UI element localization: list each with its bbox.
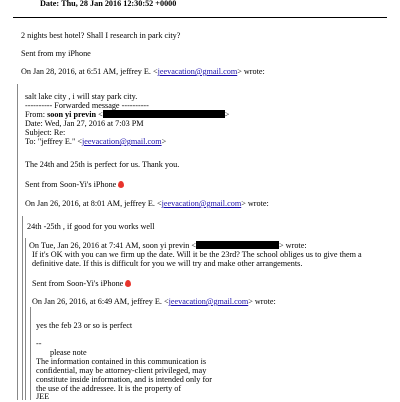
header-divider [13, 17, 387, 18]
date-label: Date: [40, 0, 60, 8]
body-line-2: Sent from my iPhone [21, 49, 91, 58]
forwarded-line: ---------- Forwarded message ---------- [25, 101, 149, 110]
email-link[interactable]: jeevacation@gmail.com [157, 67, 238, 76]
from-line: From: soon yi previn < > [25, 110, 230, 119]
email-link[interactable]: jeevacation@gmail.com [161, 199, 242, 208]
signature-line-2: Sent from Soon-Yi's iPhone [32, 279, 131, 289]
signature-separator: -- [36, 339, 42, 348]
quote-bar-4 [30, 307, 31, 400]
disclaimer-title: please note [50, 348, 87, 357]
quote-line-13: definitive date. If this is difficult for you we will try and make other arrangements. [32, 259, 303, 268]
quote-bar-3 [25, 238, 26, 400]
quote-line-12: If it's OK with you can we firm up the date. Will it be the 23rd? The school obliges us to give them a [32, 250, 362, 259]
red-balloon-icon [118, 181, 124, 188]
reply-header-3: On Tue, Jan 26, 2016 at 7:41 AM, soon yi previn < > wrote: [29, 241, 307, 250]
disclaimer-line-5: JEE [36, 392, 50, 401]
redaction-block [196, 241, 279, 249]
reply-header-4: On Jan 26, 2016, at 6:49 AM, jeffrey E. <jeevacation@gmail.com> wrote: [32, 297, 276, 306]
disclaimer-line-2: confidential, may be attorney-client privileged, may [36, 366, 207, 375]
date-line: Date: Wed, Jan 27, 2016 at 7:03 PM [25, 119, 144, 128]
body-line-1: 2 nights best hotel? Shall I research in park city? [21, 31, 181, 40]
quote-line-16: yes the feb 23 or so is perfect [36, 321, 133, 330]
date-header [40, 0, 176, 9]
email-link[interactable]: jeevacation@gmail.com [168, 297, 249, 306]
disclaimer-line-3: constitute inside information, and is intended only for [36, 375, 212, 384]
to-line: To: "jeffrey E." <jeevacation@gmail.com> [25, 137, 167, 146]
disclaimer-line-1: The information contained in this communication is [36, 357, 207, 366]
quote-line-1: salt lake city , i will stay park city. [25, 92, 138, 101]
quote-line-10: 24th -25th , if good for you works well [27, 222, 155, 231]
signature-line: Sent from Soon-Yi's iPhone [25, 180, 124, 190]
subject-line: Subject: Re: [25, 128, 66, 137]
redaction-block [103, 110, 225, 118]
quote-bar-1 [17, 84, 18, 400]
red-balloon-icon [125, 280, 131, 287]
quote-bar-2 [22, 216, 23, 400]
reply-header-1: On Jan 28, 2016, at 6:51 AM, jeffrey E. <jeevacation@gmail.com> wrote: [21, 67, 265, 76]
reply-header-2: On Jan 26, 2016, at 8:01 AM, jeffrey E. <jeevacation@gmail.com> wrote: [25, 199, 269, 208]
email-link[interactable]: jeevacation@gmail.com [81, 137, 162, 146]
disclaimer-line-4: the use of the addressee. It is the property of [36, 384, 182, 393]
quote-line-7: The 24th and 25th is perfect for us. Thank you. [25, 160, 180, 169]
date-value: Thu, 28 Jan 2016 12:30:52 +0000 [61, 0, 177, 8]
